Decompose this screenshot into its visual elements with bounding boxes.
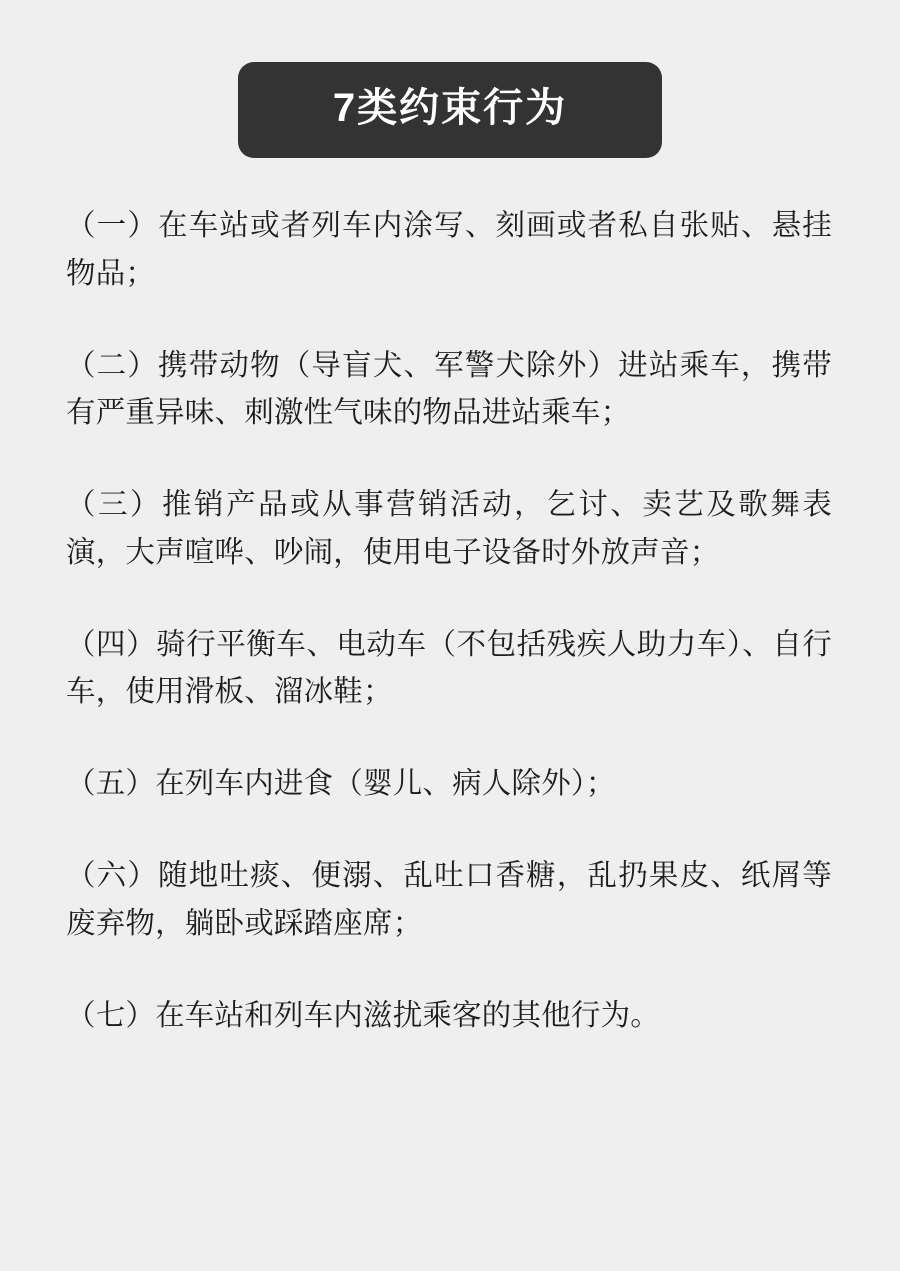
- clause-item-4: （四）骑行平衡车、电动车（不包括残疾人助力车）、自行车，使用滑板、溜冰鞋；: [66, 627, 832, 709]
- page-title: 7类约束行为: [238, 62, 662, 158]
- clause-item-7: （七）在车站和列车内滋扰乘客的其他行为。: [66, 998, 661, 1032]
- clause-item-1: （一）在车站或者列车内涂写、刻画或者私自张贴、悬挂物品；: [66, 209, 832, 290]
- title-container: [0, 0, 900, 158]
- clause-item-3: （三）推销产品或从事营销活动，乞讨、卖艺及歌舞表演，大声喧哗、吵闹，使用电子设备时外放声音；: [66, 488, 832, 569]
- clause-item-6: （六）随地吐痰、便溺、乱吐口香糖，乱扔果皮、纸屑等废弃物，躺卧或踩踏座席；: [66, 859, 832, 940]
- clause-item-2: （二）携带动物（导盲犬、军警犬除外）进站乘车，携带有严重异味、刺激性气味的物品进站乘车；: [66, 348, 832, 430]
- clause-item-5: （五）在列车内进食（婴儿、病人除外）；: [66, 767, 616, 801]
- clause-list: [0, 202, 900, 1039]
